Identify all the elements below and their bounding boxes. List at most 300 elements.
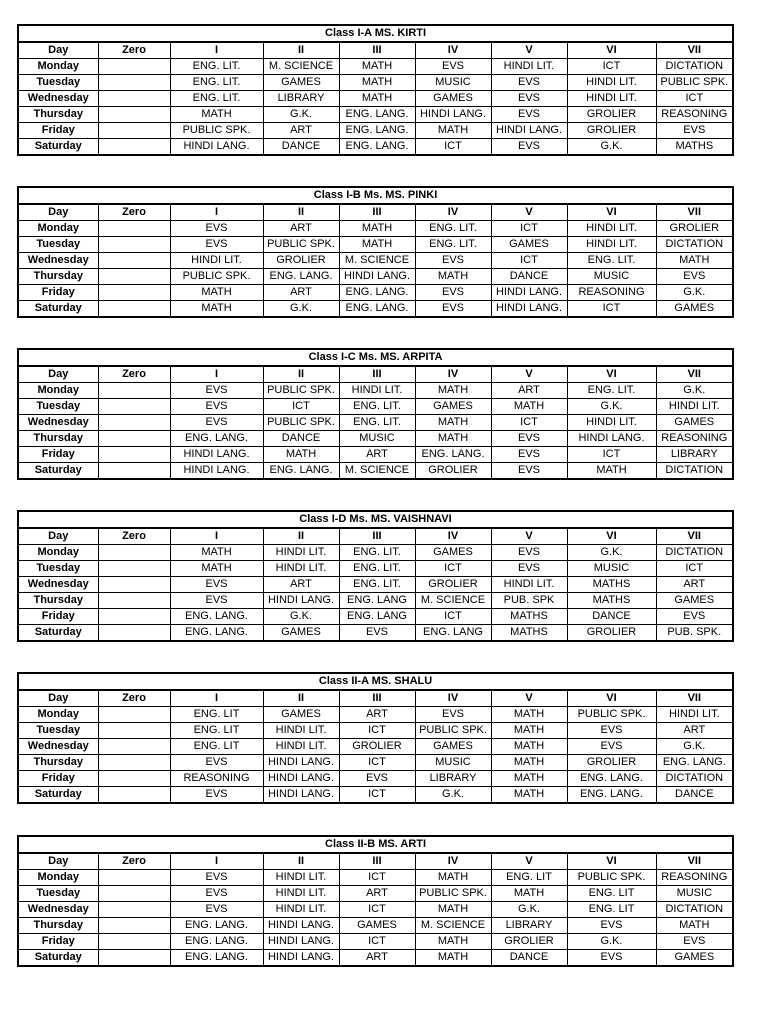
column-header: Zero [98,690,170,707]
period-cell: LIBRARY [415,771,491,787]
column-header: II [263,528,339,545]
period-cell: ENG. LIT. [339,399,415,415]
period-cell: PUBLIC SPK. [263,415,339,431]
period-cell: G.K. [263,107,339,123]
timetable [17,835,734,967]
period-cell: DANCE [263,431,339,447]
period-cell: ICT [339,934,415,950]
period-cell: HINDI LIT. [656,707,733,723]
period-cell: HINDI LANG. [170,463,263,480]
period-cell: HINDI LANG. [491,285,567,301]
period-cell: MATH [415,934,491,950]
period-cell: DANCE [491,269,567,285]
day-cell: Monday [18,545,98,561]
period-cell: ICT [339,755,415,771]
period-cell: GAMES [415,545,491,561]
column-header: VII [656,366,733,383]
column-header: Day [18,204,98,221]
period-cell: REASONING [656,431,733,447]
table-row [18,447,733,463]
period-cell: GAMES [656,950,733,967]
column-header: V [491,690,567,707]
column-header: VII [656,690,733,707]
period-cell [98,91,170,107]
period-cell [98,755,170,771]
period-cell [98,707,170,723]
timetable [17,24,734,156]
period-cell: EVS [491,545,567,561]
period-cell: ICT [567,59,656,75]
period-cell: ENG. LANG. [339,139,415,156]
period-cell: ENG. LANG. [170,934,263,950]
period-cell: HINDI LANG. [170,447,263,463]
column-header: II [263,204,339,221]
period-cell: PUBLIC SPK. [415,723,491,739]
period-cell: MATH [491,723,567,739]
timetable [17,186,734,318]
period-cell: G.K. [656,285,733,301]
period-cell [98,383,170,399]
period-cell: MUSIC [567,561,656,577]
period-cell: MATH [491,755,567,771]
column-header: Day [18,42,98,59]
period-cell: ENG. LIT [491,870,567,886]
period-cell: ENG. LIT. [415,221,491,237]
period-cell: ICT [263,399,339,415]
table-row [18,886,733,902]
period-cell: HINDI LIT. [263,545,339,561]
period-cell: HINDI LIT. [491,59,567,75]
table-row [18,950,733,967]
period-cell: ICT [415,609,491,625]
period-cell: HINDI LANG. [263,771,339,787]
period-cell [98,221,170,237]
period-cell: MUSIC [567,269,656,285]
table-row [18,107,733,123]
day-cell: Saturday [18,463,98,480]
period-cell: MUSIC [415,75,491,91]
period-cell: REASONING [567,285,656,301]
period-cell: M. SCIENCE [263,59,339,75]
table-row [18,545,733,561]
timetable-title-row [18,673,733,690]
column-header: I [170,528,263,545]
column-header: VI [567,42,656,59]
period-cell: EVS [491,91,567,107]
period-cell: GROLIER [415,463,491,480]
timetable [17,672,734,804]
period-cell: ICT [656,91,733,107]
period-cell: EVS [170,886,263,902]
day-cell: Friday [18,609,98,625]
day-cell: Thursday [18,107,98,123]
day-cell: Saturday [18,625,98,642]
table-row [18,253,733,269]
period-cell: EVS [170,415,263,431]
period-cell: HINDI LIT. [263,561,339,577]
period-cell: GAMES [656,301,733,318]
period-cell [98,75,170,91]
period-cell [98,625,170,642]
table-row [18,625,733,642]
column-header: I [170,204,263,221]
period-cell: ENG. LANG. [415,447,491,463]
column-header: III [339,42,415,59]
table-row [18,723,733,739]
day-cell: Tuesday [18,561,98,577]
column-header: III [339,204,415,221]
period-cell: GAMES [415,739,491,755]
period-cell: PUBLIC SPK. [263,237,339,253]
table-row [18,415,733,431]
period-cell: HINDI LIT. [263,902,339,918]
period-cell: GAMES [491,237,567,253]
period-cell: ENG. LIT. [170,91,263,107]
column-header: II [263,366,339,383]
period-cell: EVS [415,285,491,301]
period-cell: MUSIC [656,886,733,902]
day-cell: Thursday [18,593,98,609]
column-header: V [491,366,567,383]
period-cell: ENG. LANG. [263,463,339,480]
period-cell [98,918,170,934]
timetable-title-row [18,25,733,42]
period-cell: G.K. [567,139,656,156]
period-cell: HINDI LIT. [263,723,339,739]
column-header: I [170,366,263,383]
period-cell: EVS [656,934,733,950]
period-cell: ICT [491,253,567,269]
period-cell: M. SCIENCE [339,463,415,480]
period-cell: DANCE [567,609,656,625]
period-cell: ENG. LIT. [170,59,263,75]
period-cell: DICTATION [656,545,733,561]
period-cell: MATH [415,123,491,139]
class-title: Class I-A MS. KIRTI [18,25,733,42]
header-row [18,366,733,383]
table-row [18,301,733,318]
table-row [18,59,733,75]
class-title: Class I-C Ms. MS. ARPITA [18,349,733,366]
column-header: VI [567,528,656,545]
period-cell [98,723,170,739]
timetable [17,510,734,642]
period-cell: ENG. LIT. [339,545,415,561]
period-cell: MATH [170,301,263,318]
period-cell: ENG. LANG [339,609,415,625]
period-cell: HINDI LANG. [491,123,567,139]
column-header: VII [656,853,733,870]
period-cell: MATHS [491,625,567,642]
period-cell: HINDI LANG. [339,269,415,285]
column-header: II [263,690,339,707]
period-cell: EVS [339,771,415,787]
period-cell: G.K. [263,301,339,318]
period-cell: ART [491,383,567,399]
column-header: Zero [98,528,170,545]
period-cell: GAMES [263,707,339,723]
period-cell [98,950,170,967]
period-cell: HINDI LANG. [263,918,339,934]
period-cell: LIBRARY [263,91,339,107]
period-cell: EVS [415,59,491,75]
period-cell: MATH [491,739,567,755]
period-cell: REASONING [656,870,733,886]
day-cell: Saturday [18,787,98,804]
period-cell: ENG. LANG. [339,285,415,301]
period-cell: ENG. LIT. [339,561,415,577]
period-cell: GROLIER [339,739,415,755]
period-cell: PUB. SPK [491,593,567,609]
period-cell: GROLIER [491,934,567,950]
period-cell: ENG. LIT. [415,237,491,253]
timetable-title-row [18,511,733,528]
period-cell: EVS [415,253,491,269]
period-cell: MATH [339,237,415,253]
period-cell: G.K. [656,739,733,755]
period-cell: GROLIER [415,577,491,593]
day-cell: Friday [18,934,98,950]
period-cell: PUBLIC SPK. [656,75,733,91]
period-cell: ART [339,950,415,967]
period-cell: HINDI LANG. [415,107,491,123]
day-cell: Wednesday [18,415,98,431]
period-cell: ENG. LANG. [263,269,339,285]
day-cell: Tuesday [18,237,98,253]
period-cell: PUBLIC SPK. [415,886,491,902]
period-cell: PUB. SPK. [656,625,733,642]
period-cell: ENG. LANG [339,593,415,609]
day-cell: Saturday [18,301,98,318]
period-cell: EVS [170,593,263,609]
period-cell: MATH [415,269,491,285]
period-cell: ENG. LANG. [170,950,263,967]
period-cell: MATH [170,285,263,301]
period-cell: HINDI LIT. [567,221,656,237]
day-cell: Friday [18,447,98,463]
period-cell: HINDI LANG. [491,301,567,318]
timetable [17,348,734,480]
day-cell: Tuesday [18,399,98,415]
period-cell: PUBLIC SPK. [170,269,263,285]
period-cell: ICT [656,561,733,577]
table-row [18,561,733,577]
period-cell: ENG. LIT. [567,383,656,399]
period-cell: HINDI LIT. [567,75,656,91]
table-row [18,755,733,771]
period-cell: ENG. LANG. [170,431,263,447]
day-cell: Monday [18,59,98,75]
period-cell: MATH [170,545,263,561]
table-row [18,918,733,934]
table-row [18,934,733,950]
table-row [18,123,733,139]
day-cell: Wednesday [18,577,98,593]
day-cell: Thursday [18,755,98,771]
period-cell: MUSIC [415,755,491,771]
period-cell: HINDI LIT. [567,415,656,431]
period-cell: EVS [656,609,733,625]
column-header: VII [656,204,733,221]
period-cell: ART [339,886,415,902]
period-cell [98,870,170,886]
period-cell: ENG. LIT [567,902,656,918]
column-header: V [491,42,567,59]
header-row [18,690,733,707]
day-cell: Monday [18,221,98,237]
period-cell: MATH [656,918,733,934]
period-cell: EVS [491,431,567,447]
day-cell: Monday [18,870,98,886]
period-cell: ICT [567,447,656,463]
period-cell: ART [263,123,339,139]
period-cell: EVS [491,139,567,156]
period-cell: DANCE [491,950,567,967]
day-cell: Wednesday [18,253,98,269]
column-header: VII [656,42,733,59]
column-header: III [339,690,415,707]
day-cell: Thursday [18,269,98,285]
column-header: IV [415,690,491,707]
table-row [18,707,733,723]
period-cell: ENG. LIT [170,723,263,739]
column-header: VI [567,853,656,870]
column-header: III [339,853,415,870]
period-cell: MATH [339,221,415,237]
period-cell: DICTATION [656,463,733,480]
column-header: Day [18,528,98,545]
period-cell: GAMES [415,399,491,415]
day-cell: Monday [18,383,98,399]
period-cell: MATH [415,431,491,447]
period-cell: G.K. [656,383,733,399]
period-cell: ICT [339,723,415,739]
period-cell: G.K. [491,902,567,918]
period-cell: EVS [567,918,656,934]
period-cell: MATH [170,107,263,123]
period-cell: EVS [170,902,263,918]
class-title: Class II-B MS. ARTI [18,836,733,853]
column-header: IV [415,366,491,383]
period-cell: MATH [491,886,567,902]
period-cell: GROLIER [567,755,656,771]
period-cell [98,886,170,902]
period-cell [98,431,170,447]
period-cell: ART [263,221,339,237]
period-cell: ART [339,447,415,463]
period-cell [98,399,170,415]
period-cell: ART [656,577,733,593]
period-cell: EVS [656,269,733,285]
column-header: II [263,42,339,59]
period-cell: EVS [491,75,567,91]
period-cell: EVS [170,577,263,593]
period-cell: HINDI LIT. [263,886,339,902]
period-cell: EVS [339,625,415,642]
period-cell: M. SCIENCE [415,918,491,934]
period-cell: EVS [491,447,567,463]
period-cell: MATH [491,771,567,787]
period-cell: DICTATION [656,902,733,918]
period-cell: REASONING [656,107,733,123]
period-cell [98,269,170,285]
period-cell [98,447,170,463]
period-cell: EVS [415,301,491,318]
period-cell [98,123,170,139]
table-row [18,237,733,253]
period-cell: EVS [170,755,263,771]
period-cell: HINDI LIT. [263,870,339,886]
period-cell: MATHS [567,593,656,609]
period-cell: LIBRARY [656,447,733,463]
period-cell: ICT [415,139,491,156]
period-cell: EVS [491,463,567,480]
period-cell: EVS [170,787,263,804]
column-header: VI [567,204,656,221]
table-row [18,463,733,480]
period-cell: GROLIER [263,253,339,269]
period-cell [98,593,170,609]
column-header: V [491,204,567,221]
period-cell: MATH [339,59,415,75]
column-header: IV [415,204,491,221]
column-header: Day [18,690,98,707]
period-cell: M. SCIENCE [339,253,415,269]
period-cell: ENG. LANG. [339,107,415,123]
period-cell: MATHS [656,139,733,156]
period-cell: ENG. LIT. [170,75,263,91]
period-cell: HINDI LIT. [170,253,263,269]
period-cell: EVS [567,739,656,755]
period-cell: HINDI LIT. [567,91,656,107]
period-cell [98,609,170,625]
period-cell: HINDI LANG. [263,934,339,950]
period-cell: HINDI LANG. [263,787,339,804]
period-cell: ENG. LIT. [339,577,415,593]
period-cell: EVS [415,707,491,723]
period-cell [98,463,170,480]
period-cell [98,237,170,253]
period-cell: GROLIER [656,221,733,237]
period-cell: ENG. LANG. [567,771,656,787]
day-cell: Thursday [18,918,98,934]
period-cell: HINDI LANG. [567,431,656,447]
table-row [18,269,733,285]
column-header: VII [656,528,733,545]
period-cell: GROLIER [567,123,656,139]
column-header: Day [18,366,98,383]
period-cell: ENG. LANG. [339,123,415,139]
period-cell: ICT [339,870,415,886]
period-cell: EVS [170,237,263,253]
period-cell: EVS [491,107,567,123]
header-row [18,853,733,870]
table-row [18,739,733,755]
period-cell: HINDI LANG. [170,139,263,156]
period-cell: EVS [170,383,263,399]
period-cell: G.K. [567,545,656,561]
period-cell: REASONING [170,771,263,787]
period-cell: EVS [170,221,263,237]
day-cell: Monday [18,707,98,723]
period-cell: GAMES [415,91,491,107]
period-cell: ART [263,577,339,593]
table-row [18,285,733,301]
period-cell: ICT [415,561,491,577]
column-header: V [491,528,567,545]
period-cell: MATH [415,902,491,918]
period-cell [98,139,170,156]
